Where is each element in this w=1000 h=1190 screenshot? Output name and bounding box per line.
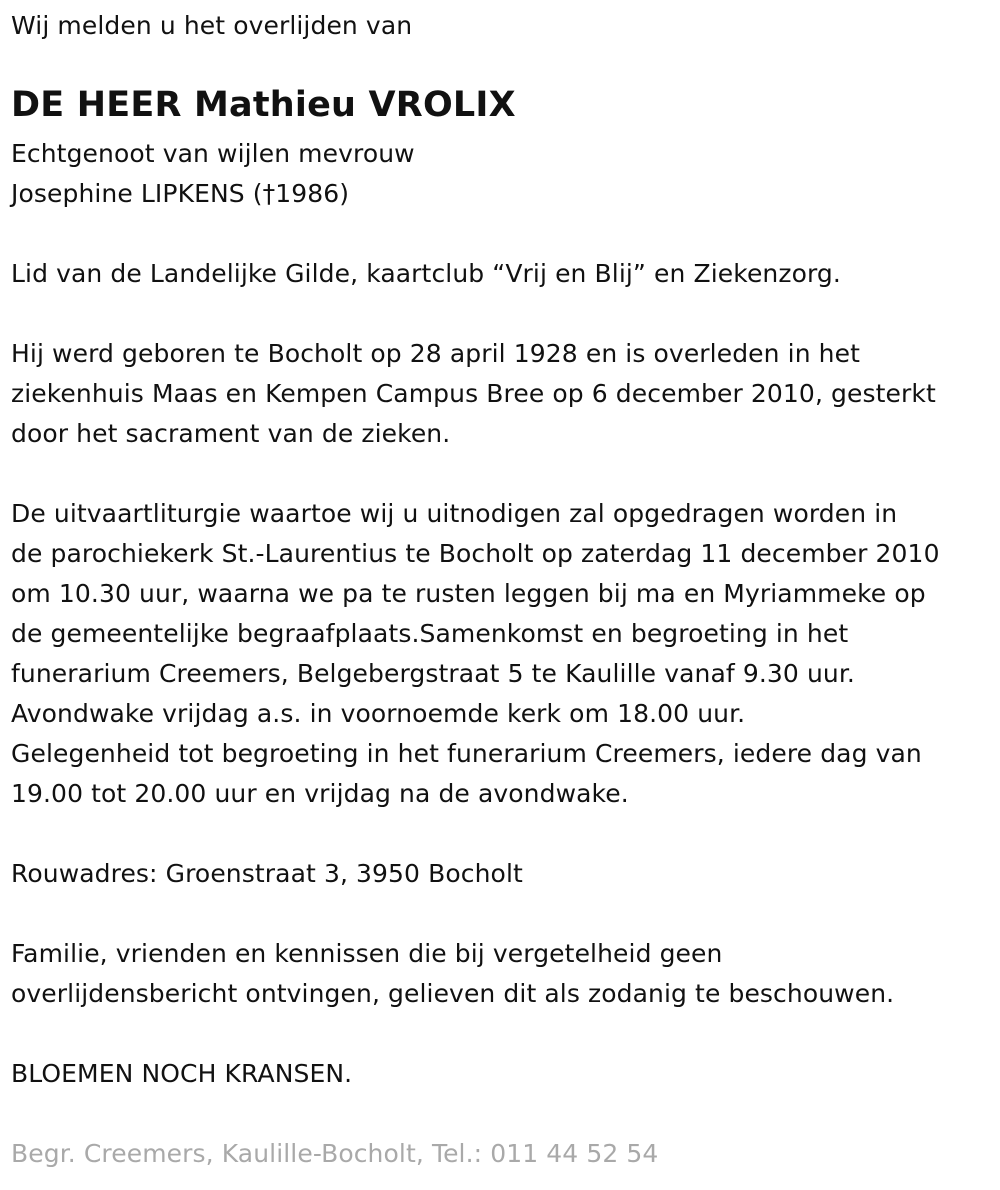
spouse-block [11,134,415,214]
spouse-line: Echtgenoot van wijlen mevrouw [11,139,415,168]
funeral-line: 19.00 tot 20.00 uur en vrijdag na de avondwake. [11,779,629,808]
birth-death-line: door het sacrament van de zieken. [11,419,451,448]
birth-death-line: ziekenhuis Maas en Kempen Campus Bree op 6 december 2010, gesterkt [11,379,936,408]
intro-text: Wij melden u het overlijden van [11,11,413,40]
footer-block [11,1134,658,1174]
mourning-address-block [11,854,523,894]
funeral-home-footer: Begr. Creemers, Kaulille-Bocholt, Tel.: 011 44 52 54 [11,1139,659,1168]
birth-death-line: Hij werd geboren te Bocholt op 28 april 1928 en is overleden in het [11,339,861,368]
family-line: Familie, vrienden en kennissen die bij vergetelheid geen [11,939,723,968]
deceased-name: DE HEER Mathieu VROLIX [11,85,516,125]
funeral-line: om 10.30 uur, waarna we pa te rusten leggen bij ma en Myriammeke op [11,579,926,608]
spouse-line: Josephine LIPKENS (†1986) [11,179,350,208]
membership-block [11,254,841,294]
mourning-address: Rouwadres: Groenstraat 3, 3950 Bocholt [11,859,523,888]
birth-death-block [11,334,936,454]
funeral-line: funerarium Creemers, Belgebergstraat 5 te Kaulille vanaf 9.30 uur. [11,659,855,688]
family-block [11,934,894,1014]
funeral-line: Gelegenheid tot begroeting in het funerarium Creemers, iedere dag van [11,739,922,768]
membership-text: Lid van de Landelijke Gilde, kaartclub “Vrij en Blij” en Ziekenzorg. [11,259,841,288]
funeral-block [11,494,940,814]
funeral-line: Avondwake vrijdag a.s. in voornoemde kerk om 18.00 uur. [11,699,746,728]
flowers-text: BLOEMEN NOCH KRANSEN. [11,1059,353,1088]
family-line: overlijdensbericht ontvingen, gelieven dit als zodanig te beschouwen. [11,979,895,1008]
funeral-line: de parochiekerk St.-Laurentius te Bocholt op zaterdag 11 december 2010 [11,539,940,568]
flowers-block [11,1054,352,1094]
funeral-line: de gemeentelijke begraafplaats.Samenkomst en begroeting in het [11,619,849,648]
funeral-line: De uitvaartliturgie waartoe wij u uitnodigen zal opgedragen worden in [11,499,898,528]
